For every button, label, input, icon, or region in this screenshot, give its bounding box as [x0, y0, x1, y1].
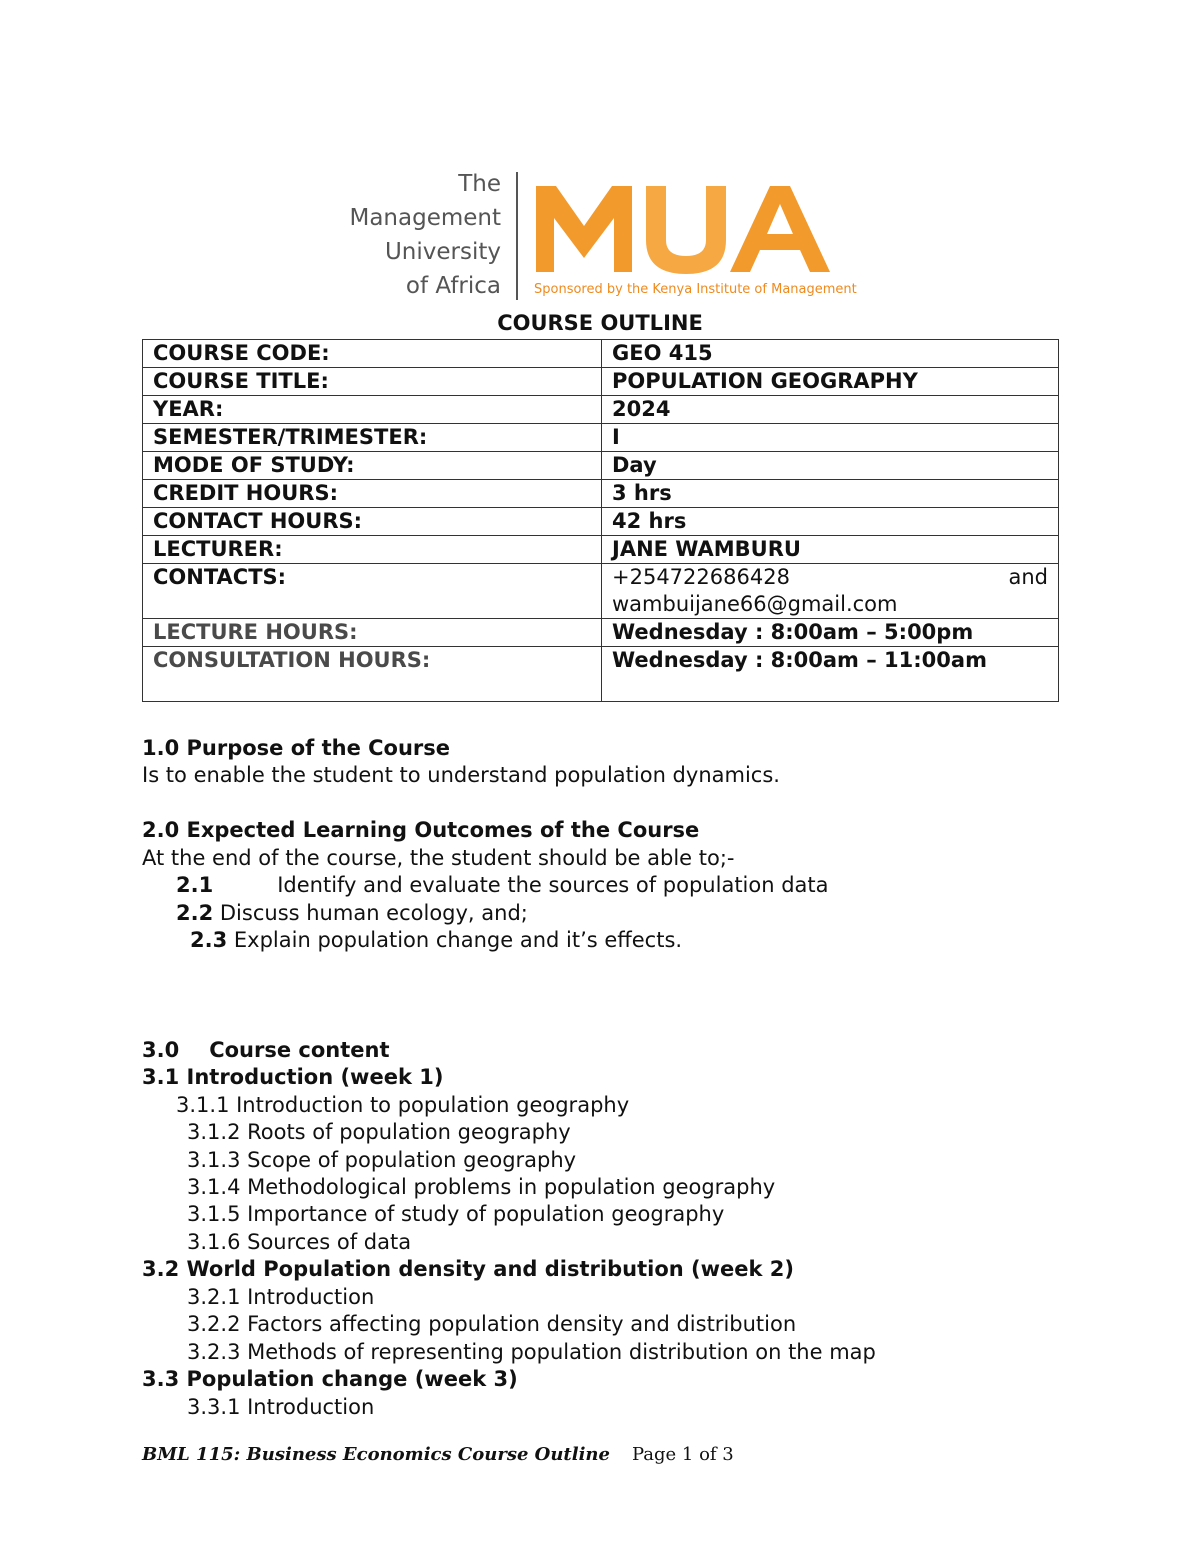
outcome-number: 2.1: [176, 873, 214, 897]
list-item: 3.1.1 Introduction to population geography: [176, 1093, 630, 1117]
year-label: YEAR:: [143, 396, 602, 424]
semester-label: SEMESTER/TRIMESTER:: [143, 424, 602, 452]
logo-text-university: University: [384, 239, 501, 265]
list-item: 3.1.6 Sources of data: [187, 1230, 412, 1254]
table-row: [143, 619, 1059, 647]
page-number: Page 1 of 3: [631, 1444, 734, 1465]
table-row: [143, 536, 1059, 564]
list-item: 3.1.4 Methodological problems in population geography: [187, 1175, 776, 1199]
outcomes-heading: 2.0 Expected Learning Outcomes of the Course: [142, 818, 700, 842]
outcome-text: Discuss human ecology, and;: [219, 901, 528, 925]
purpose-text: Is to enable the student to understand population dynamics.: [142, 763, 780, 787]
list-item: 3.3.1 Introduction: [187, 1395, 375, 1419]
lecture-hours-label: LECTURE HOURS:: [143, 619, 602, 647]
consultation-hours-label: CONSULTATION HOURS:: [143, 647, 602, 702]
mode-value: Day: [602, 452, 1059, 480]
section-heading: 3.3 Population change (week 3): [142, 1367, 518, 1391]
contact-hours-value: 42 hrs: [602, 508, 1059, 536]
logo-text-the: The: [458, 171, 501, 197]
list-item: 3.2.3 Methods of representing population distribution on the map: [187, 1340, 876, 1364]
outcome-text: Identify and evaluate the sources of population data: [277, 873, 829, 897]
phone-number: +254722686428: [612, 565, 790, 589]
list-item: 3.1.3 Scope of population geography: [187, 1148, 577, 1172]
table-row: [143, 396, 1059, 424]
purpose-heading: 1.0 Purpose of the Course: [142, 736, 451, 760]
year-value: 2024: [602, 396, 1059, 424]
page-title: COURSE OUTLINE: [497, 311, 703, 335]
logo-divider: [516, 172, 518, 300]
contacts-label: CONTACTS:: [143, 564, 602, 619]
contacts-and: and: [1008, 565, 1048, 589]
outcome-item: [190, 927, 682, 954]
outcome-number: 2.3: [190, 928, 228, 952]
content-heading-text: Course content: [209, 1038, 390, 1062]
table-row: [143, 647, 1059, 702]
credit-hours-value: 3 hrs: [602, 480, 1059, 508]
course-code-value: GEO 415: [602, 340, 1059, 368]
outcome-item: [176, 900, 528, 927]
table-row: [143, 424, 1059, 452]
contacts-value: [602, 564, 1059, 619]
mode-label: MODE OF STUDY:: [143, 452, 602, 480]
list-item: 3.1.5 Importance of study of population geography: [187, 1202, 725, 1226]
table-row: [143, 340, 1059, 368]
list-item: 3.2.2 Factors affecting population density and distribution: [187, 1312, 797, 1336]
email-address[interactable]: wambuijane66@gmail.com: [612, 592, 898, 616]
course-code-label: COURSE CODE:: [143, 340, 602, 368]
table-row: [143, 368, 1059, 396]
consultation-hours-value: Wednesday : 8:00am – 11:00am: [602, 647, 1059, 702]
logo-text-of-africa: of Africa: [405, 273, 501, 299]
outcomes-intro: At the end of the course, the student should be able to;-: [142, 846, 735, 870]
page-footer: [142, 1444, 734, 1465]
section-heading: 3.1 Introduction (week 1): [142, 1065, 444, 1089]
table-row: [143, 452, 1059, 480]
lecture-hours-value: Wednesday : 8:00am – 5:00pm: [602, 619, 1059, 647]
outcome-item: [176, 872, 829, 899]
content-heading: [142, 1037, 390, 1064]
logo-sponsor-text: Sponsored by the Kenya Institute of Management: [534, 282, 857, 297]
table-row: [143, 564, 1059, 619]
course-title-label: COURSE TITLE:: [143, 368, 602, 396]
contact-hours-label: CONTACT HOURS:: [143, 508, 602, 536]
course-info-table: [142, 339, 1059, 702]
university-logo: [322, 162, 878, 308]
credit-hours-label: CREDIT HOURS:: [143, 480, 602, 508]
outcome-text: Explain population change and it’s effects.: [233, 928, 683, 952]
list-item: 3.1.2 Roots of population geography: [187, 1120, 571, 1144]
semester-value: I: [602, 424, 1059, 452]
footer-title: BML 115: Business Economics Course Outline: [142, 1444, 610, 1465]
mua-logo-mark: [534, 180, 834, 274]
outcome-number: 2.2: [176, 901, 214, 925]
list-item: 3.2.1 Introduction: [187, 1285, 375, 1309]
content-heading-number: 3.0: [142, 1038, 180, 1062]
table-row: [143, 480, 1059, 508]
section-heading: 3.2 World Population density and distribution (week 2): [142, 1257, 794, 1281]
course-title-value: POPULATION GEOGRAPHY: [602, 368, 1059, 396]
table-row: [143, 508, 1059, 536]
logo-text-management: Management: [349, 205, 501, 231]
lecturer-value: JANE WAMBURU: [602, 536, 1059, 564]
lecturer-label: LECTURER:: [143, 536, 602, 564]
